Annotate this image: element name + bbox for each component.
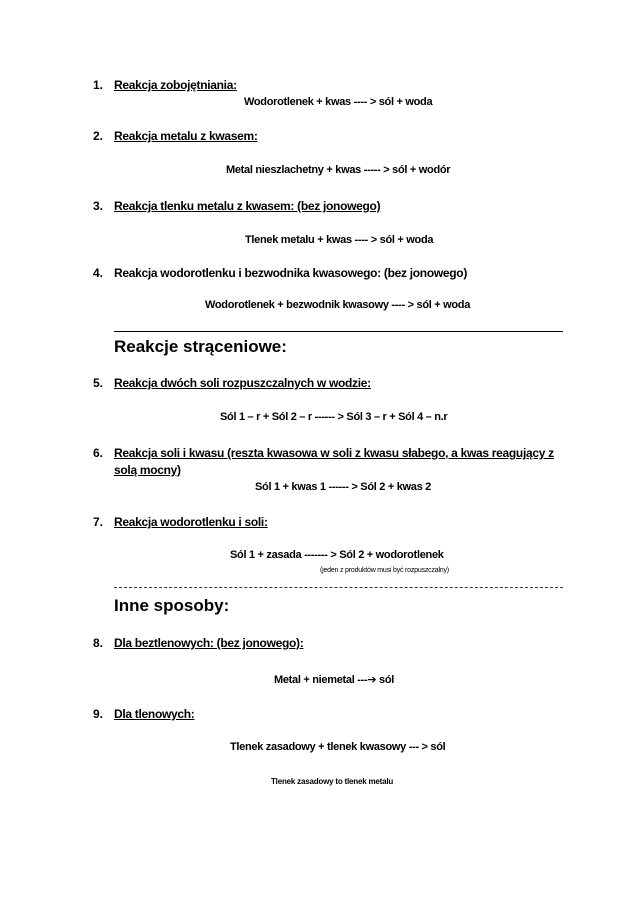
item-note: Tlenek zasadowy to tlenek metalu xyxy=(271,777,394,786)
section-divider xyxy=(114,587,563,588)
item-number: 4. xyxy=(93,266,104,280)
item-title: Reakcja wodorotlenku i soli: xyxy=(114,515,268,529)
item-formula: Tlenek zasadowy + tlenek kwasowy --- > sól xyxy=(230,741,446,753)
section-divider xyxy=(114,331,563,332)
item-formula: Sól 1 – r + Sól 2 – r ------ > Sól 3 – r + Sól 4 – n.r xyxy=(220,411,448,423)
item-note: (jeden z produktów musi być rozpuszczalny) xyxy=(320,567,449,574)
arrow-icon: ➔ xyxy=(367,673,377,686)
item-number: 9. xyxy=(93,707,104,721)
item-number: 5. xyxy=(93,376,104,390)
item-formula xyxy=(274,673,394,686)
item-number: 8. xyxy=(93,636,104,650)
formula-text: Metal + niemetal --- xyxy=(274,674,368,686)
section-title-precipitation: Reakcje strąceniowe: xyxy=(114,337,287,356)
item-number: 6. xyxy=(93,446,104,460)
item-title: Reakcja dwóch soli rozpuszczalnych w wodzie: xyxy=(114,376,371,390)
item-formula: Sól 1 + kwas 1 ------ > Sól 2 + kwas 2 xyxy=(255,481,431,493)
item-title-line2: solą mocny) xyxy=(114,463,181,477)
section-title-other: Inne sposoby: xyxy=(114,596,230,615)
item-title: Reakcja wodorotlenku i bezwodnika kwasowego: (bez jonowego) xyxy=(114,266,468,280)
item-title: Reakcja metalu z kwasem: xyxy=(114,129,258,143)
item-formula: Wodorotlenek + bezwodnik kwasowy ---- > sól + woda xyxy=(205,299,471,311)
item-formula: Tlenek metalu + kwas ---- > sól + woda xyxy=(245,234,434,246)
formula-text: sól xyxy=(376,674,394,686)
item-title: Reakcja zobojętniania: xyxy=(114,78,237,92)
item-number: 7. xyxy=(93,515,104,529)
item-title: Reakcja tlenku metalu z kwasem: (bez jonowego) xyxy=(114,199,381,213)
item-number: 3. xyxy=(93,199,104,213)
item-title: Dla beztlenowych: (bez jonowego): xyxy=(114,636,304,650)
item-formula: Wodorotlenek + kwas ---- > sól + woda xyxy=(244,96,433,108)
item-formula: Sól 1 + zasada ------- > Sól 2 + wodorotlenek xyxy=(230,549,444,561)
item-title: Dla tlenowych: xyxy=(114,707,195,721)
item-title-line1: Reakcja soli i kwasu (reszta kwasowa w soli z kwasu słabego, a kwas reagujący z xyxy=(114,446,554,460)
item-number: 2. xyxy=(93,129,104,143)
item-number: 1. xyxy=(93,78,104,92)
item-formula: Metal nieszlachetny + kwas ----- > sól + wodór xyxy=(226,164,451,176)
